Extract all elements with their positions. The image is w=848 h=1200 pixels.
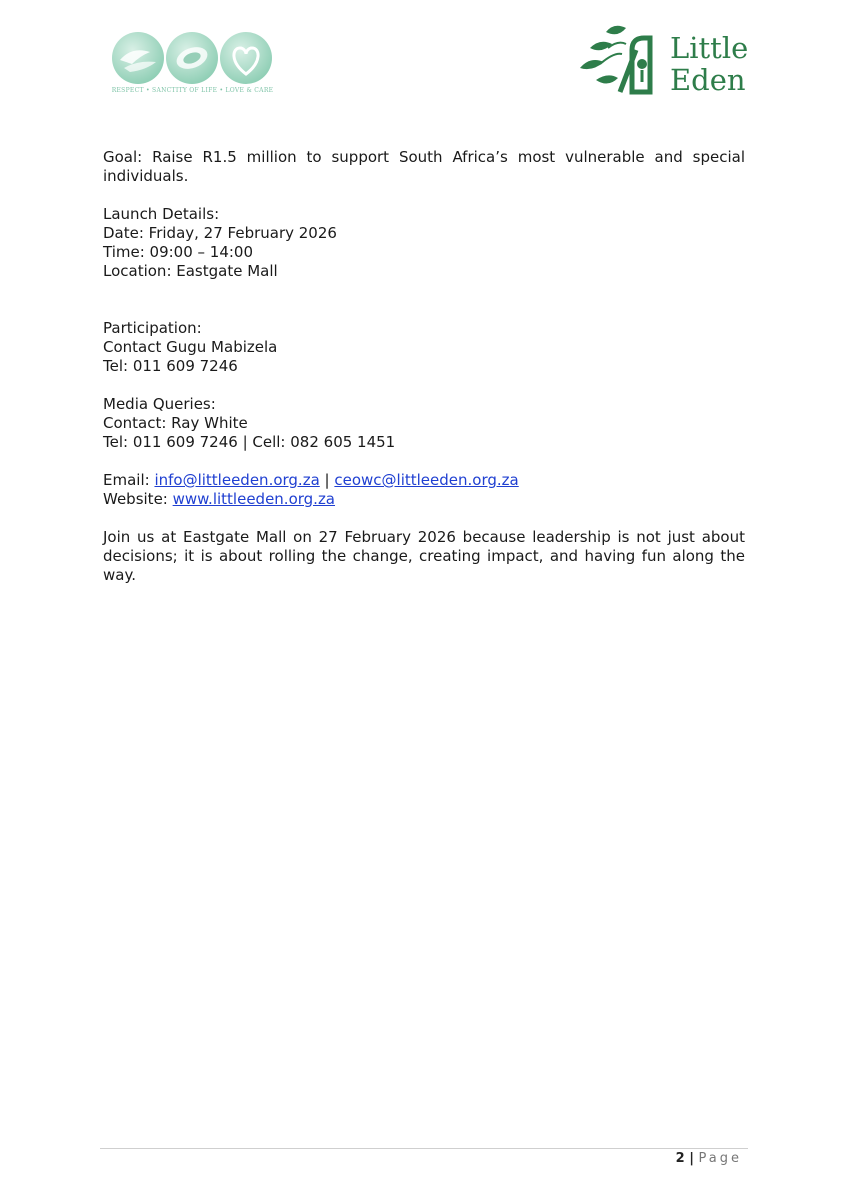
participation-heading: Participation: bbox=[103, 319, 202, 337]
page-label: Page bbox=[698, 1151, 742, 1166]
launch-time: Time: 09:00 – 14:00 bbox=[103, 243, 254, 261]
brand-name-line2: Eden bbox=[670, 63, 746, 97]
closing-paragraph: Join us at Eastgate Mall on 27 February 2026 because leadership is not just about decisions; it is about rolling the change, creating impact, and having fun along the way. bbox=[103, 528, 745, 584]
page-number: 2 bbox=[675, 1151, 685, 1166]
values-tagline: RESPECT • SANCTITY OF LIFE • LOVE & CARE bbox=[111, 87, 274, 94]
media-tel: Tel: 011 609 7246 | Cell: 082 605 1451 bbox=[103, 433, 396, 451]
media-heading: Media Queries: bbox=[103, 395, 216, 413]
page-separator: | bbox=[684, 1151, 699, 1166]
document-body bbox=[103, 148, 745, 585]
email-label: Email: bbox=[103, 471, 155, 489]
goal-text: Goal: Raise R1.5 million to support South Africa’s most vulnerable and special individuals. bbox=[103, 148, 745, 185]
participation-contact: Contact Gugu Mabizela bbox=[103, 338, 278, 356]
website-line bbox=[103, 490, 745, 509]
website-link[interactable]: www.littleeden.org.za bbox=[172, 490, 336, 508]
media-contact: Contact: Ray White bbox=[103, 414, 248, 432]
launch-heading: Launch Details: bbox=[103, 205, 220, 223]
launch-date: Date: Friday, 27 February 2026 bbox=[103, 224, 337, 242]
participation-tel: Tel: 011 609 7246 bbox=[103, 357, 238, 375]
page-footer bbox=[676, 1151, 742, 1166]
email-link-ceowc[interactable]: ceowc@littleeden.org.za bbox=[334, 471, 519, 489]
brand-name-line1: Little bbox=[670, 31, 749, 65]
email-separator: | bbox=[319, 471, 335, 489]
launch-location: Location: Eastgate Mall bbox=[103, 262, 278, 280]
email-line bbox=[103, 471, 745, 490]
email-link-info[interactable]: info@littleeden.org.za bbox=[154, 471, 320, 489]
website-label: Website: bbox=[103, 490, 173, 508]
footer-divider bbox=[100, 1148, 748, 1149]
